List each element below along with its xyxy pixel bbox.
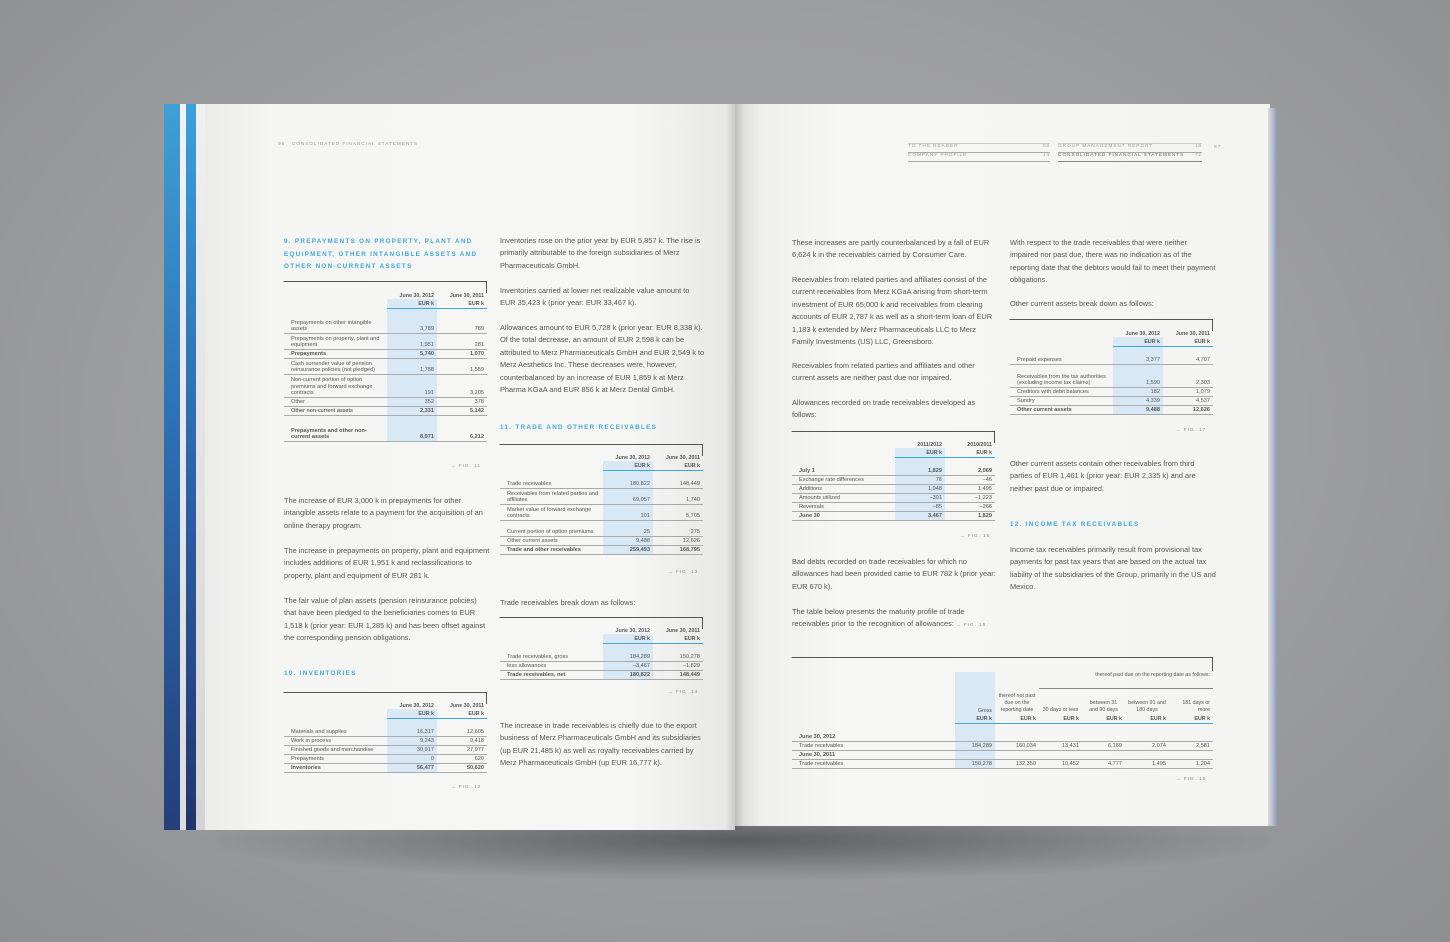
table-cell: [500, 461, 603, 470]
right-page-edge: [1268, 108, 1277, 826]
table-cell: [500, 452, 603, 461]
cell: 378: [437, 397, 487, 406]
nav-item-active[interactable]: [1058, 153, 1202, 162]
paragraph: Inventories carried at lower net realizable value amount to EUR 35,423 k (prior year: EUR 33,467 k).: [500, 286, 690, 308]
unit-label: EUR k: [603, 461, 653, 470]
table-cell: [955, 672, 995, 688]
table-cell: [1169, 732, 1213, 741]
table-cell: [1125, 732, 1169, 741]
table-cell: [437, 308, 487, 317]
paragraph-text: The table below presents the maturity profile of trade receivables prior to the recognition of allowances:: [792, 607, 965, 629]
cell: 2,581: [1169, 741, 1213, 750]
figure-label: → FIG. 11: [451, 463, 481, 468]
table-cell: [955, 723, 995, 732]
cell: 1,788: [387, 358, 437, 374]
nav-label: GROUP MANAGEMENT REPORT: [1058, 144, 1154, 149]
paragraph: Allowances recorded on trade receivables developed as follows:: [792, 398, 976, 420]
cell: –1,223: [945, 493, 995, 502]
col-header: June 30, 2012: [615, 627, 650, 634]
table-cell: [895, 457, 945, 466]
row-label: Trade receivables, gross: [500, 652, 603, 661]
row-label: June 30: [792, 511, 895, 520]
cell: 2,331: [387, 406, 437, 415]
cell: 69,057: [603, 488, 653, 504]
fig-text: FIG. 15: [967, 533, 991, 538]
unit-label: EUR k: [995, 714, 1039, 723]
nav-label: CONSOLIDATED FINANCIAL STATEMENTS: [1058, 153, 1185, 158]
cell: 3,205: [437, 374, 487, 397]
table-cell: [500, 625, 603, 634]
paragraph: Trade receivables break down as follows:: [500, 598, 636, 607]
table-cell: [653, 470, 703, 479]
unit-label: EUR k: [437, 299, 487, 308]
row-label: Trade receivables: [792, 759, 955, 768]
table-fig-17: [1010, 328, 1213, 415]
col-header: June 30, 2011: [665, 454, 700, 461]
row-label: Additions: [792, 484, 895, 493]
table-cell: [387, 718, 437, 727]
row-label: June 30, 2011: [792, 750, 955, 759]
cell: 2,074: [1125, 741, 1169, 750]
table-cell: [284, 700, 387, 709]
cell: 13,431: [1039, 741, 1082, 750]
row-label: Prepayments: [284, 754, 387, 763]
table-cell: [995, 750, 1039, 759]
table-cell: [1163, 346, 1213, 355]
paragraph: [792, 606, 998, 632]
table-cell: [1169, 723, 1213, 732]
table-fig-14: [500, 625, 703, 680]
row-label: Creditors with debit balances: [1010, 387, 1113, 396]
table-cell: [995, 732, 1039, 741]
cell: 5,740: [387, 349, 437, 358]
nav-page: 08: [1042, 144, 1050, 149]
col-header: June 30, 2012: [615, 454, 650, 461]
table-cell: [284, 308, 387, 317]
cell: 148,449: [653, 670, 703, 679]
figure-label: → FIG. 12: [451, 784, 482, 789]
row-label: less allowances: [500, 661, 603, 670]
heading-income-tax: 12. INCOME TAX RECEIVABLES: [1010, 521, 1140, 528]
cell: 5,142: [437, 406, 487, 415]
cell: 180,822: [603, 670, 653, 679]
heading-line: EQUIPMENT, OTHER INTANGIBLE ASSETS AND: [284, 250, 478, 258]
page-number: 96: [278, 142, 286, 147]
fig-text: FIG. 16: [963, 622, 987, 628]
paragraph: Receivables from related parties and affiliates consist of the current receivables from Merz KGaA arising from short-term investment of EUR 65,000 k and receivables from clearing accounts of EUR 2,787 k as well as a short-term loan of EUR 1,183 k extended by Merz Pharmaceuticals LLC to Merz Family Investments (US) LLC, Greensboro.: [792, 275, 993, 347]
row-label: Other non-current assets: [284, 406, 387, 415]
row-label: Cash surrender value of pension reinsurance policies (not pledged): [284, 358, 387, 374]
header-nav-col-2: [1058, 143, 1202, 162]
table-cell: [1010, 346, 1113, 355]
unit-label: EUR k: [387, 709, 437, 718]
table-cell: [792, 714, 955, 723]
nav-item[interactable]: [1058, 144, 1202, 153]
table-cell: [792, 439, 895, 448]
table-cell: [1010, 328, 1113, 337]
unit-label: EUR k: [437, 709, 487, 718]
cell: 9,418: [437, 736, 487, 745]
table-fig-15: [792, 439, 995, 521]
cell: –46: [945, 475, 995, 484]
cell: –266: [945, 502, 995, 511]
table-cell: [955, 750, 995, 759]
cell: 132,350: [995, 759, 1039, 768]
unit-label: EUR k: [1082, 714, 1125, 723]
cell: 191: [387, 374, 437, 397]
row-label: Other current assets: [500, 536, 603, 545]
col-header: June 30, 2011: [449, 292, 484, 299]
table-fig-13: [500, 452, 703, 555]
paragraph: Income tax receivables primarily result from provisional tax payments for past tax years that are based on the actual tax liability of the subsidiaries of the Group, primarily in the US and Mexico.: [1010, 545, 1216, 592]
col-header: between 31 and 90 days: [1089, 700, 1118, 713]
cell: 150,278: [653, 652, 703, 661]
fig-text: FIG. 16: [1183, 776, 1207, 781]
cell: 3,467: [895, 511, 945, 520]
table-cell: [603, 643, 653, 652]
nav-item[interactable]: [908, 153, 1050, 162]
nav-page: 14: [1042, 153, 1050, 158]
cell: 352: [387, 397, 437, 406]
table-cell: [500, 634, 603, 643]
col-header: 2010/2011: [967, 441, 992, 448]
fig-text: FIG. 17: [1183, 427, 1207, 432]
fig-text: FIG. 13: [675, 569, 699, 574]
table-cell: [284, 290, 387, 299]
heading-line: 9. PREPAYMENTS ON PROPERTY, PLANT AND: [284, 238, 473, 245]
col-header: June 30, 2012: [399, 702, 434, 709]
col-header: June 30, 2011: [665, 627, 700, 634]
cell: 56,477: [387, 763, 437, 772]
cell: 9,488: [603, 536, 653, 545]
table-cell: [284, 709, 387, 718]
col-header: Gross: [955, 688, 995, 714]
cell: 3,789: [387, 317, 437, 333]
section-title: CONSOLIDATED FINANCIAL STATEMENTS: [291, 142, 419, 147]
cell: 12,605: [437, 727, 487, 736]
cell: 2,069: [945, 466, 995, 475]
table-cell: [284, 718, 387, 727]
paragraph: The increase in trade receivables is chiefly due to the export business of Merz Pharmaceuticals GmbH and its subsidiaries (up EUR 21,485 k) as well as royalty receivables carried by Merz Pharmaceuticals GmbH (up EUR 16,777 k).: [500, 721, 701, 768]
cell: 789: [437, 317, 487, 333]
unit-label: EUR k: [653, 461, 703, 470]
cell: 76: [895, 475, 945, 484]
row-label: June 30, 2012: [792, 732, 955, 741]
cell: 5,705: [653, 504, 703, 520]
table-cell: [1082, 723, 1125, 732]
cell: 1,829: [945, 511, 995, 520]
cell: 27,977: [437, 745, 487, 754]
cell: 1,559: [437, 358, 487, 374]
table-cell: [500, 643, 603, 652]
figure-label: → FIG. 17: [1176, 427, 1207, 432]
cell: 1,829: [895, 466, 945, 475]
cell: 8,071: [387, 425, 437, 441]
paragraph: With respect to the trade receivables that were neither impaired nor past due, there was no indication as of the reporting date that the debtors would fail to meet their payment obligations.: [1010, 238, 1216, 285]
cell: 6,212: [437, 425, 487, 441]
table-frame: [792, 657, 1213, 671]
table-cell: [284, 415, 387, 425]
fig-text: FIG. 12: [458, 784, 482, 789]
table-cell: [945, 457, 995, 466]
cell: 1,204: [1169, 759, 1213, 768]
book-gutter: [726, 104, 744, 830]
paragraph: The increase in prepayments on property, plant and equipment includes additions of EUR 1,951 k and reclassifications to property, plant and equipment of EUR 281 k.: [284, 546, 490, 580]
table-cell: [284, 299, 387, 308]
col-header: June 30, 2011: [449, 702, 484, 709]
unit-label: EUR k: [1113, 337, 1163, 346]
table-cell: [1010, 337, 1113, 346]
nav-label: COMPANY PROFILE: [908, 153, 968, 158]
row-label: Current portion of option premiums: [500, 520, 603, 536]
cell: 259,493: [603, 545, 653, 554]
cell: 184,289: [955, 741, 995, 750]
figure-label: → FIG. 16: [1176, 776, 1207, 781]
table-cell: [653, 643, 703, 652]
figure-ref[interactable]: → FIG. 16: [955, 622, 987, 628]
cell: 1,951: [387, 333, 437, 349]
table-cell: [1039, 732, 1082, 741]
row-label: Amounts utilized: [792, 493, 895, 502]
paragraph: The fair value of plan assets (pension reinsurance policies) that have been pledged to the beneficiaries comes to EUR 1,518 k (prior year: EUR 1,285 k) and has been offset against the corresponding pension obligations.: [284, 596, 486, 643]
table-cell: [1169, 750, 1213, 759]
table-cell: [500, 470, 603, 479]
cell: 275: [653, 520, 703, 536]
table-cell: [1082, 750, 1125, 759]
cell: 1,079: [1163, 387, 1213, 396]
page-edge-stack: [164, 104, 206, 830]
cell: 182: [1113, 387, 1163, 396]
table-cell: [1039, 723, 1082, 732]
fig-text: FIG. 11: [458, 463, 481, 468]
fig-text: FIG. 14: [675, 689, 699, 694]
cell: 4,777: [1082, 759, 1125, 768]
table-cell: [792, 448, 895, 457]
col-header: June 30, 2012: [1125, 330, 1160, 337]
cell: 150,278: [955, 759, 995, 768]
table-cell: [955, 732, 995, 741]
col-header: thereof not past due on the reporting date: [998, 693, 1036, 713]
row-label: Market value of forward exchange contracts: [500, 504, 603, 520]
row-label: Prepayments on property, plant and equipment: [284, 333, 387, 349]
cell: 1,495: [1125, 759, 1169, 768]
unit-label: EUR k: [1125, 714, 1169, 723]
heading-line: OTHER NON-CURRENT ASSETS: [284, 263, 413, 270]
cell: 281: [437, 333, 487, 349]
cell: –3,467: [603, 661, 653, 670]
row-label: Prepayments on other intangible assets: [284, 317, 387, 333]
cell: –1,829: [653, 661, 703, 670]
paragraph: Inventories rose on the prior year by EUR 5,857 k. The rise is primarily attributable to the foreign subsidiaries of Merz Pharmaceuticals GmbH.: [500, 236, 701, 270]
cell: 9,243: [387, 736, 437, 745]
row-label: Prepayments: [284, 349, 387, 358]
row-label: Prepayments and other non-current assets: [284, 425, 387, 441]
cell: 1,495: [945, 484, 995, 493]
table-cell: [792, 723, 955, 732]
nav-label: TO THE READER: [908, 144, 959, 149]
row-label: Non-current portion of option premiums and forward exchange contracts: [284, 374, 387, 397]
table-cell: [603, 470, 653, 479]
running-header-left: [278, 142, 418, 147]
unit-label: EUR k: [387, 299, 437, 308]
cell: 25: [603, 520, 653, 536]
heading-trade-receivables: 11. TRADE AND OTHER RECEIVABLES: [500, 424, 658, 431]
row-label: Trade receivables: [500, 479, 603, 488]
table-cell: [387, 415, 437, 425]
cell: 16,317: [387, 727, 437, 736]
nav-page: 72: [1194, 153, 1202, 158]
nav-page: 16: [1194, 144, 1202, 149]
table-cell: [1082, 732, 1125, 741]
cell: 50,620: [437, 763, 487, 772]
cell: 4,537: [1163, 396, 1213, 405]
paragraph: Allowances amount to EUR 5,728 k (prior year: EUR 8,338 k). Of the total decrease, an amount of EUR 2,598 k can be attributed to Merz Pharmaceuticals GmbH and EUR 2,549 k to Merz Aesthetics Inc. These decreases were, however, counterbalanced by an increase of EUR 1,859 k at Merz Pharma KGaA and EUR 856 k at Merz Dental GmbH.: [500, 323, 705, 395]
cell: 168,795: [653, 545, 703, 554]
row-label: Receivables from related parties and affiliates: [500, 488, 603, 504]
cell: 101: [603, 504, 653, 520]
cell: 3,377: [1113, 355, 1163, 364]
figure-label: → FIG. 14: [668, 689, 699, 694]
cell: 10,452: [1039, 759, 1082, 768]
table-cell: [792, 672, 955, 688]
row-label: Trade and other receivables: [500, 545, 603, 554]
table-cell: [437, 718, 487, 727]
col-header: between 91 and 180 days: [1128, 700, 1166, 713]
col-header: June 30, 2011: [1175, 330, 1210, 337]
cell: 1,590: [1113, 364, 1163, 387]
figure-label: → FIG. 13: [668, 569, 699, 574]
cell: 160,034: [995, 741, 1039, 750]
cell: –301: [895, 493, 945, 502]
paragraph: Other current assets contain other receivables from third parties of EUR 1,461 k (prior year: EUR 2,335 k) and are neither past due or impaired.: [1010, 459, 1196, 493]
header-nav-col-1: [908, 143, 1050, 162]
page-number: 97: [1214, 145, 1222, 150]
table-cell: [1039, 750, 1082, 759]
paragraph: These increases are partly counterbalanced by a fall of EUR 6,624 k in the receivables carried by Consumer Care.: [792, 238, 990, 260]
table-cell: [1125, 723, 1169, 732]
cell: 1,948: [895, 484, 945, 493]
group-header: thereof past due on the reporting date as follows:: [1039, 672, 1213, 688]
row-label: Other: [284, 397, 387, 406]
table-fig-16: [792, 672, 1213, 769]
col-header: 181 days or more: [1182, 700, 1211, 713]
table-cell: [1125, 750, 1169, 759]
unit-label: EUR k: [955, 714, 995, 723]
row-label: Trade receivables: [792, 741, 955, 750]
table-cell: [387, 308, 437, 317]
table-cell: [792, 457, 895, 466]
row-label: Work in process: [284, 736, 387, 745]
row-label: Exchange rate differences: [792, 475, 895, 484]
row-label: Reversals: [792, 502, 895, 511]
col-header: June 30, 2012: [399, 292, 434, 299]
row-label: Finished goods and merchandise: [284, 745, 387, 754]
cell: 4,707: [1163, 355, 1213, 364]
row-label: July 1: [792, 466, 895, 475]
cell: 180,822: [603, 479, 653, 488]
unit-label: EUR k: [895, 448, 945, 457]
cell: 2,303: [1163, 364, 1213, 387]
unit-label: EUR k: [1169, 714, 1213, 723]
row-label: Inventories: [284, 763, 387, 772]
unit-label: EUR k: [1163, 337, 1213, 346]
table-cell: [792, 688, 955, 714]
cell: 184,289: [603, 652, 653, 661]
row-label: Trade receivables, net: [500, 670, 603, 679]
row-label: Sundry: [1010, 396, 1113, 405]
row-label: Receivables from the tax authorities (excluding income tax claims): [1010, 364, 1113, 387]
unit-label: EUR k: [603, 634, 653, 643]
unit-label: EUR k: [653, 634, 703, 643]
cell: 1,740: [653, 488, 703, 504]
cell: 148,449: [653, 479, 703, 488]
nav-item[interactable]: [908, 144, 1050, 153]
cell: 4,339: [1113, 396, 1163, 405]
heading-prepayments: [284, 236, 489, 274]
col-header: 30 days or less: [1042, 707, 1079, 713]
unit-label: EUR k: [945, 448, 995, 457]
heading-inventories: 10. INVENTORIES: [284, 670, 357, 677]
cell: 12,626: [653, 536, 703, 545]
table-cell: [437, 415, 487, 425]
row-label: Prepaid expenses: [1010, 355, 1113, 364]
paragraph: The increase of EUR 3,000 k in prepayments for other intangible assets relate to a payment for the acquisition of an online therapy program.: [284, 496, 483, 530]
col-header: 2011/2012: [917, 441, 942, 448]
table-fig-11: [284, 290, 487, 442]
cell: 6,169: [1082, 741, 1125, 750]
paragraph: Receivables from related parties and affiliates and other current assets are neither past due nor impaired.: [792, 361, 975, 383]
table-cell: [995, 723, 1039, 732]
row-label: Materials and supplies: [284, 727, 387, 736]
cell: 12,626: [1163, 405, 1213, 414]
cell: 30,917: [387, 745, 437, 754]
paragraph: Other current assets break down as follows:: [1010, 299, 1154, 308]
figure-label: → FIG. 15: [960, 533, 991, 538]
cell: 0: [387, 754, 437, 763]
cell: 1,070: [437, 349, 487, 358]
cell: 9,488: [1113, 405, 1163, 414]
table-cell: [1113, 346, 1163, 355]
cell: 620: [437, 754, 487, 763]
row-label: Other current assets: [1010, 405, 1113, 414]
cell: –85: [895, 502, 945, 511]
table-fig-12: [284, 700, 487, 773]
paragraph: Bad debts recorded on trade receivables for which no allowances had been provided came to EUR 782 k (prior year: EUR 670 k).: [792, 557, 996, 591]
unit-label: EUR k: [1039, 714, 1082, 723]
